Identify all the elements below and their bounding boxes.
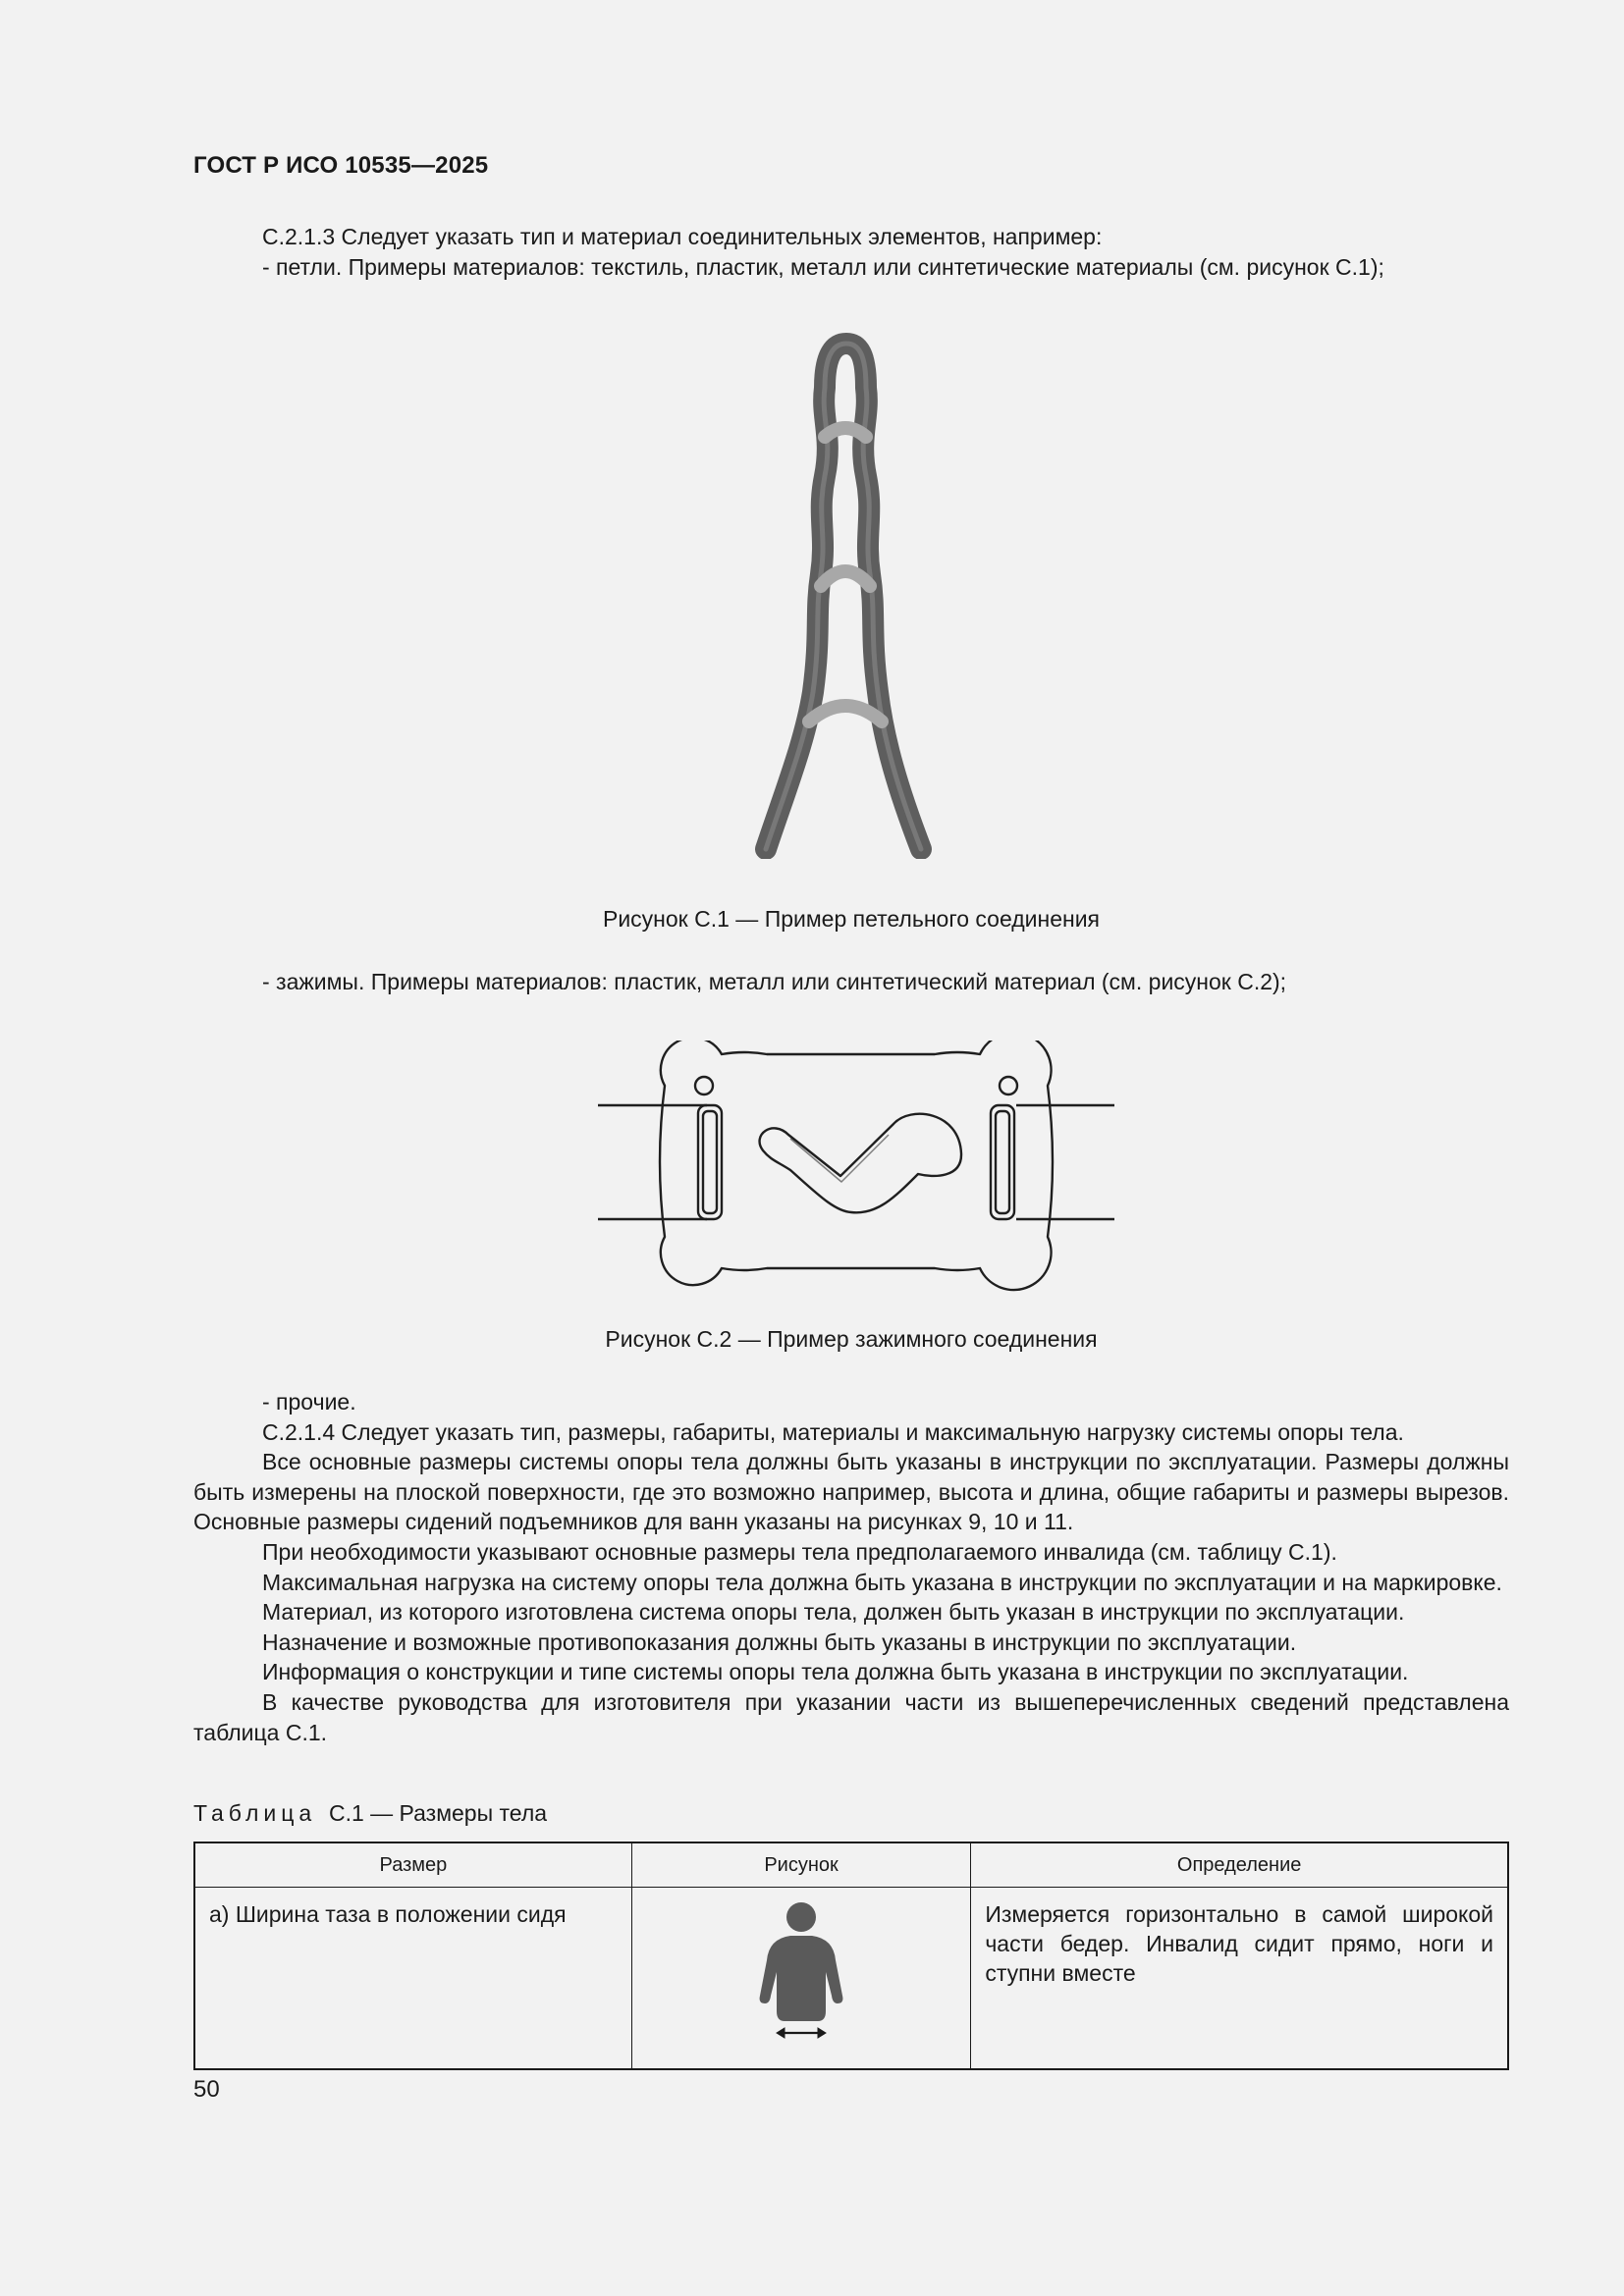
- paragraph-dimensions: Все основные размеры системы опоры тела должны быть указаны в инструкции по эксплуатации. Размеры должны быть измерены на плоской поверхности, где это возможно например, высота и длина, общие габариты и размеры вырезов. Основные размеры сидений подъемников для ванн указаны на рисунках 9, 10 и 11.: [193, 1449, 1509, 1535]
- paragraph-max-load: Максимальная нагрузка на систему опоры тела должна быть указана в инструкции по эксплуатации и на маркировке.: [262, 1569, 1502, 1595]
- paragraph-clamps: - зажимы. Примеры материалов: пластик, металл или синтетический материал (см. рисунок С.2);: [262, 969, 1287, 994]
- cell-definition: Измеряется горизонтально в самой широкой части бедер. Инвалид сидит прямо, ноги и ступни вместе: [971, 1888, 1508, 2070]
- figure-c1-caption: Рисунок С.1 — Пример петельного соединения: [602, 906, 1100, 932]
- paragraph-material: Материал, из которого изготовлена система опоры тела, должен быть указан в инструкции по эксплуатации.: [262, 1599, 1405, 1626]
- paragraph-c-2-1-4: С.2.1.4 Следует указать тип, размеры, габариты, материалы и максимальную нагрузку системы опоры тела.: [262, 1418, 1404, 1445]
- table-row: [194, 1888, 1508, 2070]
- table-caption-title: С.1 — Размеры тела: [328, 1800, 548, 1826]
- section-clamps: [193, 967, 1509, 997]
- body-dimensions-table: [193, 1842, 1509, 2070]
- column-header-size: Размер: [194, 1842, 631, 1888]
- cell-picture: [631, 1888, 971, 2070]
- table-caption-word: Таблица: [193, 1800, 317, 1826]
- paragraph-design-info: Информация о конструкции и типе системы опоры тела должна быть указана в инструкции по эксплуатации.: [262, 1659, 1409, 1685]
- page-number: 50: [193, 2076, 220, 2103]
- seated-person-hip-width-icon: [747, 1899, 855, 2043]
- section-body-support: [193, 1387, 1509, 1747]
- paragraph-guidance: В качестве руководства для изготовителя при указании части из вышеперечисленных сведений представлена таблица С.1.: [193, 1688, 1509, 1745]
- document-header: ГОСТ Р ИСО 10535—2025: [193, 152, 489, 179]
- column-header-definition: Определение: [971, 1842, 1508, 1888]
- paragraph-purpose: Назначение и возможные противопоказания должны быть указаны в инструкции по эксплуатации.: [262, 1629, 1297, 1655]
- paragraph-loops: - петли. Примеры материалов: текстиль, пластик, металл или синтетические материалы (см. рисунок С.1);: [262, 253, 1384, 280]
- loop-connection-figure: [727, 329, 962, 859]
- table-header-row: [194, 1842, 1508, 1888]
- cell-size: а) Ширина таза в положении сидя: [194, 1888, 631, 2070]
- table-caption: [193, 1800, 547, 1827]
- paragraph-body-dimensions: При необходимости указывают основные размеры тела предполагаемого инвалида (см. таблицу С.1).: [262, 1538, 1337, 1565]
- paragraph-c-2-1-3: С.2.1.3 Следует указать тип и материал соединительных элементов, например:: [262, 224, 1103, 249]
- paragraph-other: - прочие.: [262, 1389, 356, 1415]
- section-connectors-intro: [193, 222, 1509, 282]
- clamp-connection-figure: [594, 1041, 1119, 1296]
- figure-c2-caption: Рисунок С.2 — Пример зажимного соединения: [605, 1326, 1098, 1352]
- column-header-picture: Рисунок: [631, 1842, 971, 1888]
